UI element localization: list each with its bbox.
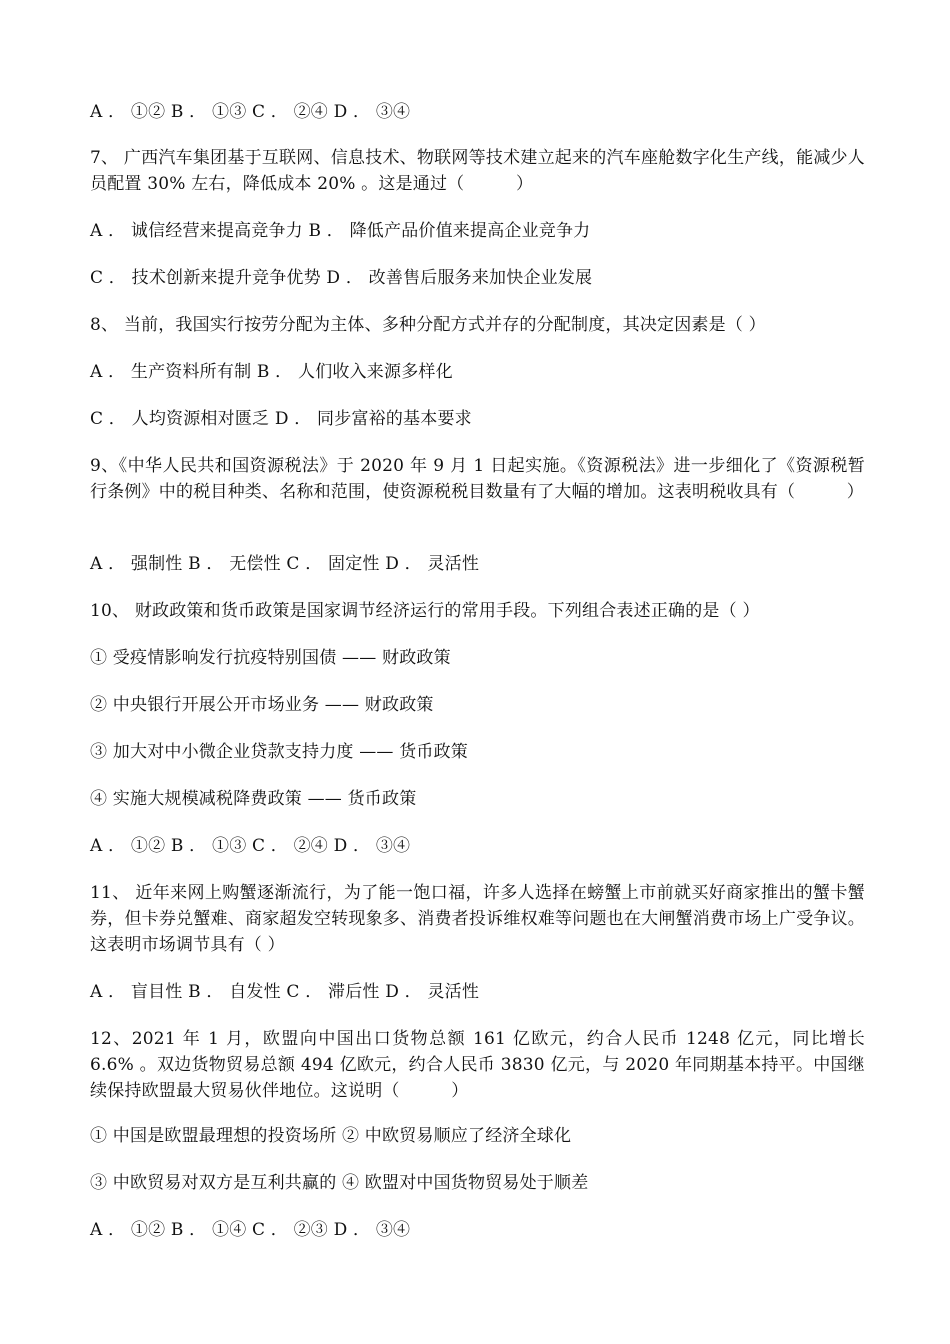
q7-options-ab: A ． 诚信经营来提高竞争力 B ． 降低产品价值来提高企业竞争力 — [90, 221, 591, 241]
question-9: 9、《中华人民共和国资源税法》于 2020 年 9 月 1 日起实施。《资源税法》进一步细化了《资源税暂行条例》中的税目种类、名称和范围，使资源税税目数量有了大幅的增加。这表明税收具有（ ） — [90, 456, 865, 502]
q12-statements-12: ① 中国是欧盟最理想的投资场所 ② 中欧贸易顺应了经济全球化 — [90, 1126, 572, 1146]
q8-options-ab: A ． 生产资料所有制 B ． 人们收入来源多样化 — [90, 362, 453, 382]
question-11: 11、 近年来网上购蟹逐渐流行，为了能一饱口福，许多人选择在螃蟹上市前就买好商家推出的蟹卡蟹券，但卡券兑蟹难、商家超发空转现象多、消费者投诉维权难等问题也在大闸蟹消费市场上广受争议。这表明市场调节具有（ ） — [90, 883, 865, 955]
q10-statement-4: ④ 实施大规模减税降费政策 —— 货币政策 — [90, 789, 417, 809]
question-7: 7、 广西汽车集团基于互联网、信息技术、物联网等技术建立起来的汽车座舱数字化生产线，能减少人员配置 30% 左右，降低成本 20% 。这是通过（ ） — [90, 148, 865, 194]
q12-options: A ． ①② B ． ①④ C ． ②③ D ． ③④ — [90, 1220, 411, 1240]
q10-options: A ． ①② B ． ①③ C ． ②④ D ． ③④ — [90, 836, 411, 856]
q10-statement-3: ③ 加大对中小微企业贷款支持力度 —— 货币政策 — [90, 742, 469, 762]
q10-statement-1: ① 受疫情影响发行抗疫特别国债 —— 财政政策 — [90, 648, 451, 668]
question-12: 12、2021 年 1 月，欧盟向中国出口货物总额 161 亿欧元，约合人民币 1248 亿元，同比增长 6.6% 。双边货物贸易总额 494 亿欧元，约合人民币 3830 亿元，与 2020 年同期基本持平。中国继续保持欧盟最大贸易伙伴地位。这说明（ ） — [90, 1029, 865, 1101]
q11-options: A ． 盲目性 B ． 自发性 C ． 滞后性 D ． 灵活性 — [90, 982, 480, 1002]
question-10: 10、 财政政策和货币政策是国家调节经济运行的常用手段。下列组合表述正确的是（ ） — [90, 601, 760, 621]
q6-answer-options: A ． ①② B ． ①③ C ． ②④ D ． ③④ — [90, 102, 411, 122]
q12-statements-34: ③ 中欧贸易对双方是互利共赢的 ④ 欧盟对中国货物贸易处于顺差 — [90, 1173, 589, 1193]
q7-options-cd: C ． 技术创新来提升竞争优势 D ． 改善售后服务来加快企业发展 — [90, 268, 593, 288]
q8-options-cd: C ． 人均资源相对匮乏 D ． 同步富裕的基本要求 — [90, 409, 472, 429]
q9-options: A ． 强制性 B ． 无偿性 C ． 固定性 D ． 灵活性 — [90, 554, 480, 574]
q10-statement-2: ② 中央银行开展公开市场业务 —— 财政政策 — [90, 695, 434, 715]
question-8: 8、 当前，我国实行按劳分配为主体、多种分配方式并存的分配制度，其决定因素是（ ） — [90, 315, 766, 335]
